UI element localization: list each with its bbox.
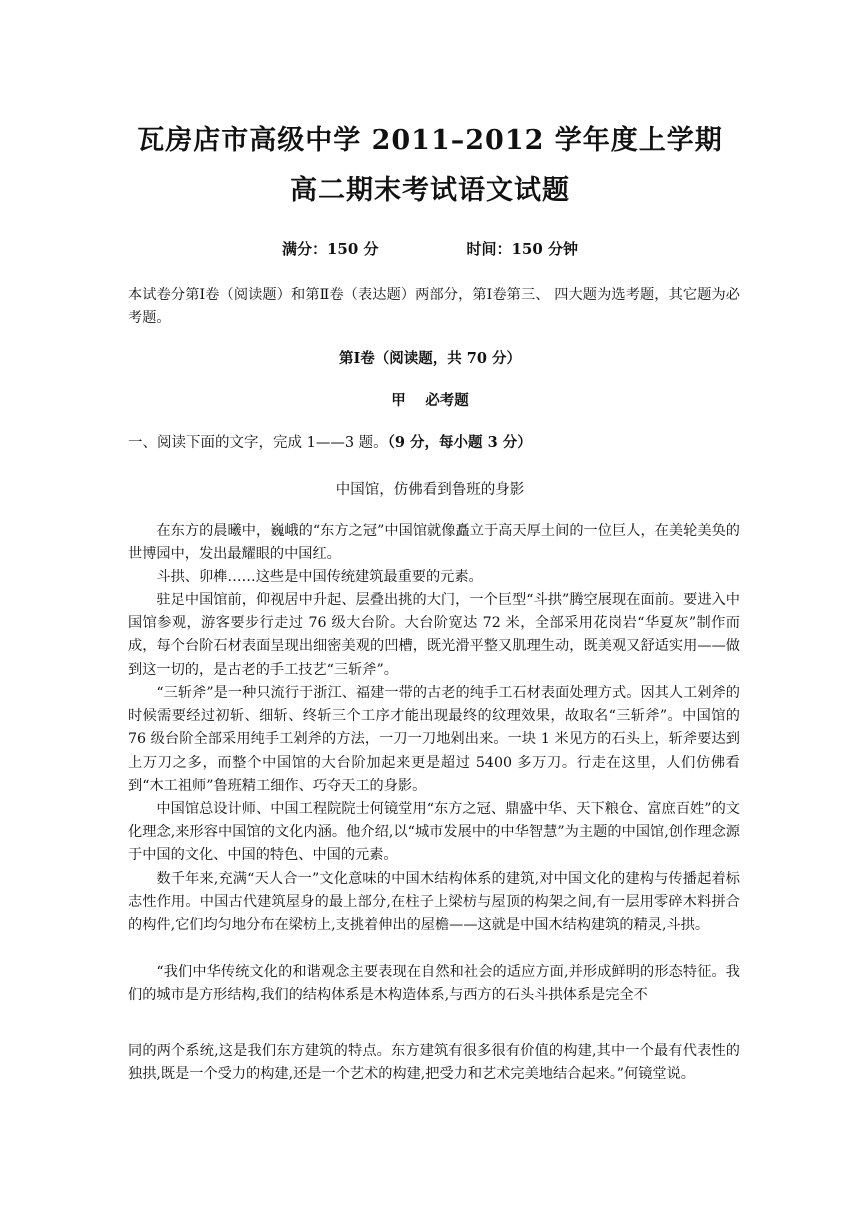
- article-paragraph: 在东方的晨曦中，巍峨的“东方之冠”中国馆就像矗立于高天厚土间的一位巨人，在美轮美奂的世博园中，发出最耀眼的中国红。: [128, 523, 740, 563]
- full-score-label: 满分：150 分: [281, 240, 379, 258]
- exam-title-line2: 高二期末考试语文试题: [290, 175, 570, 206]
- article-paragraph: 驻足中国馆前，仰视居中升起、层叠出挑的大门，一个巨型“斗拱”腾空展现在面前。要进入中国馆参观，游客要步行走过 76 级大台阶。大台阶宽达 72 米，全部采用花岗岩“华夏灰”制作而成，每个台阶石材表面呈现出细密美观的凹槽，既光滑平整又肌理生动，既美观又舒适实用——做到这一切的，是古老的手工技艺“三斩斧”。: [128, 592, 740, 678]
- exam-meta: [0, 238, 860, 259]
- question-1-instruction: [128, 431, 532, 452]
- article-paragraph: “我们中华传统文化的和谐观念主要表现在自然和社会的适应方面,并形成鲜明的形态特征。我们的城市是方形结构,我们的结构体系是木构造体系,与西方的石头斗拱体系是完全不: [128, 964, 740, 1004]
- article-paragraph: 斗拱、卯榫……这些是中国传统建筑最重要的元素。: [156, 569, 483, 585]
- article-paragraph: “三斩斧”是一种只流行于浙江、福建一带的古老的纯手工石材表面处理方式。因其人工剁斧的时候需要经过初斩、细斩、终斩三个工序才能出现最终的纹理效果，故取名“三斩斧”。中国馆的 76 级台阶全部采用纯手工剁斧的方法，一刀一刀地剁出来。一块 1 米见方的石头上，斩斧要达到上万刀之多，而整个中国馆的大台阶加起来更是超过 5400 多万刀。行走在这里，人们仿佛看到“木工祖师”鲁班精工细作、巧夺天工的身影。: [128, 685, 740, 794]
- section-a-title: 甲 必考题: [391, 392, 469, 409]
- exam-time-label: 时间：150 分钟: [466, 240, 579, 258]
- article-paragraph: 同的两个系统,这是我们东方建筑的特点。东方建筑有很多很有价值的构建,其中一个最有代表性的独拱,既是一个受力的构建,还是一个艺术的构建,把受力和艺术完美地结合起来。”何镜堂说。: [128, 1043, 740, 1083]
- question-1-score-note: （9 分，每小题 3 分）: [387, 434, 532, 451]
- article-paragraph: 中国馆总设计师、中国工程院院士何镜堂用“东方之冠、鼎盛中华、天下粮仓、富庶百姓”的文化理念,来形容中国馆的文化内涵。他介绍,以“城市发展中的中华智慧”为主题的中国馆,创作理念源于中国的文化、中国的特色、中国的元素。: [128, 801, 740, 864]
- article-title: 中国馆，仿佛看到鲁班的身影: [335, 482, 525, 498]
- exam-title-line1: 瓦房店市高级中学 2011–2012 学年度上学期: [137, 125, 723, 156]
- exam-intro: 本试卷分第Ⅰ卷（阅读题）和第Ⅱ卷（表达题）两部分，第Ⅰ卷第三、 四大题为选考题，其它题为必考题。: [128, 287, 740, 327]
- article-paragraph: 数千年来,充满“天人合一”文化意味的中国木结构体系的建筑,对中国文化的建构与传播起着标志性作用。中国古代建筑屋身的最上部分,在柱子上梁枋与屋顶的构架之间,有一层用零碎木料拼合的构件,它们均匀地分布在梁枋上,支挑着伸出的屋檐——这就是中国木结构建筑的精灵,斗拱。: [128, 871, 740, 934]
- question-1-prefix: 一、阅读下面的文字，完成 1——3 题。: [128, 435, 388, 451]
- section-1-title: 第Ⅰ卷（阅读题，共 70 分）: [338, 350, 522, 367]
